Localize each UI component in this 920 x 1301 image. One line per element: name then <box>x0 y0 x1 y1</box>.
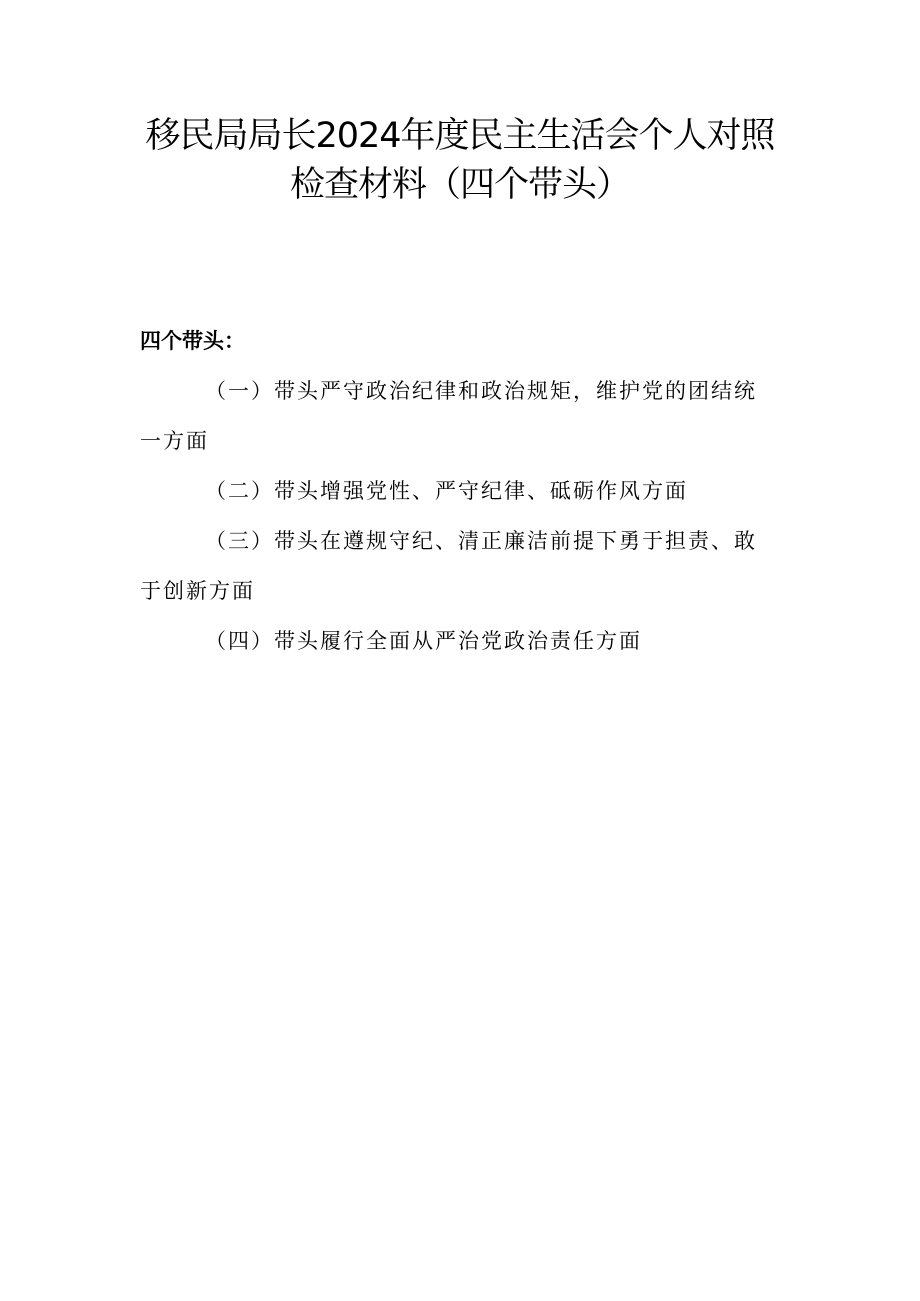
title-line-2: 检查材料（四个带头） <box>289 165 630 205</box>
document-body <box>140 316 760 666</box>
list-item-1: （一）带头严守政治纪律和政治规矩，维护党的团结统一方面 <box>140 379 757 453</box>
section-heading: 四个带头： <box>140 329 245 353</box>
document-title <box>0 112 920 210</box>
title-line-1: 移民局局长2024年度民主生活会个人对照 <box>145 116 775 156</box>
list-item-4: （四）带头履行全面从严治党政治责任方面 <box>205 629 642 653</box>
list-item-3: （三）带头在遵规守纪、清正廉洁前提下勇于担责、敢于创新方面 <box>140 529 757 603</box>
list-item-2: （二）带头增强党性、严守纪律、砥砺作风方面 <box>205 479 688 503</box>
